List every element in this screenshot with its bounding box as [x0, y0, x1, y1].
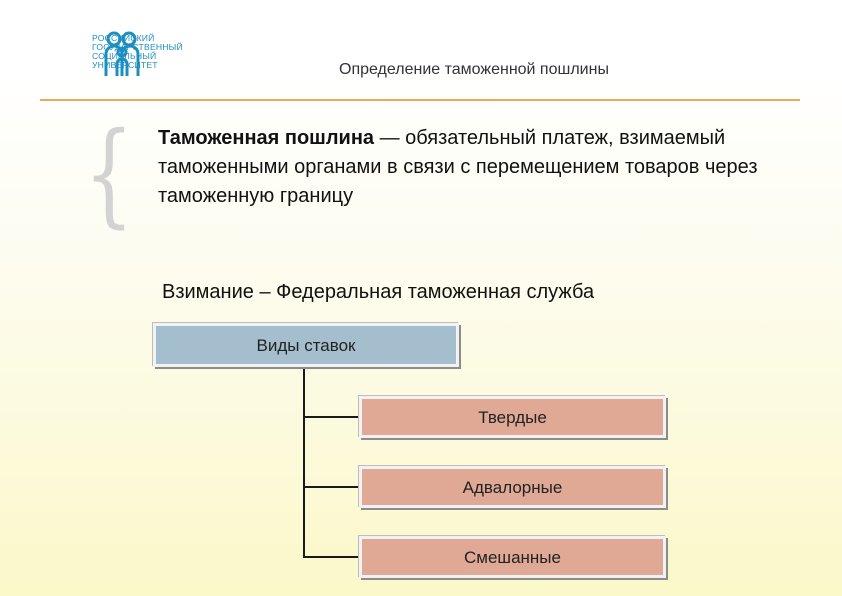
tree-branch	[303, 416, 359, 418]
ad-valorem-rate-box: Адвалорные	[359, 466, 666, 508]
collection-authority: Взимание – Федеральная таможенная служба	[162, 281, 595, 303]
curly-brace-icon: {	[84, 109, 134, 239]
definition-body: — обязательный платеж, взимаемый таможенными органами в связи с перемещением товаров через таможенную границу	[158, 127, 758, 207]
logo-line: ГОСУДАРСТВЕННЫЙ	[92, 42, 183, 52]
definition-text	[158, 124, 758, 211]
slide-title: Определение таможенной пошлины	[339, 61, 609, 78]
title-divider	[40, 99, 800, 101]
rate-types-box: Виды ставок	[153, 323, 459, 367]
tree-branch	[303, 556, 359, 558]
specific-rate-box: Твердые	[359, 396, 666, 438]
logo-line: УНИВЕРСИТЕТ	[92, 60, 158, 70]
definition-term: Таможенная пошлина	[158, 127, 375, 149]
logo-line: СОЦИАЛЬНЫЙ	[92, 51, 157, 61]
tree-branch	[303, 486, 359, 488]
logo-wordmark	[92, 34, 183, 70]
mixed-rate-box: Смешанные	[359, 536, 666, 578]
tree-trunk	[303, 367, 305, 557]
logo-line: РОССИЙСКИЙ	[92, 33, 155, 43]
